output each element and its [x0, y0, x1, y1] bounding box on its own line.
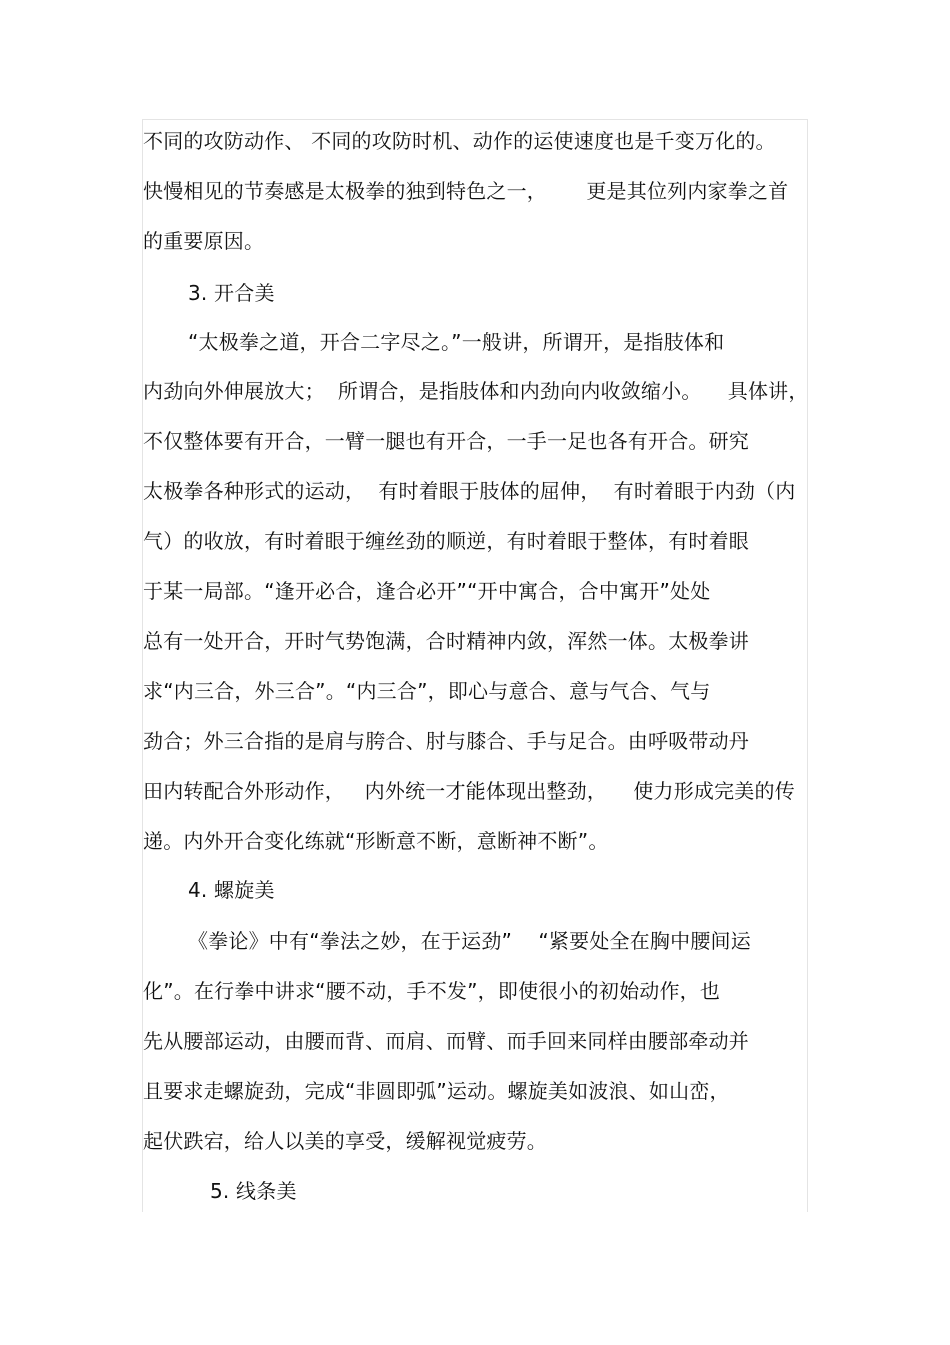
body-text-line: 劲合；外三合指的是肩与胯合、肘与膝合、手与足合。由呼吸带动丹	[143, 729, 749, 753]
section-heading-3: 3. 开合美	[188, 281, 275, 305]
body-text-line: 且要求走螺旋劲，完成“非圆即弧”运动。螺旋美如波浪、如山峦，	[143, 1079, 730, 1103]
section-heading-5: 5. 线条美	[210, 1179, 297, 1203]
body-text-line: 求“内三合，外三合”。“内三合”，即心与意合、意与气合、气与	[143, 679, 711, 703]
body-text-line: 内劲向外伸展放大； 所谓合，是指肢体和内劲向内收敛缩小。 具体讲，	[143, 379, 809, 403]
body-text-line: 的重要原因。	[143, 229, 265, 253]
body-text-line: 总有一处开合，开时气势饱满，合时精神内敛，浑然一体。太极拳讲	[143, 629, 749, 653]
body-text-line: 不仅整体要有开合，一臂一腿也有开合，一手一足也各有开合。研究	[143, 429, 749, 453]
body-text-line: 田内转配合外形动作， 内外统一才能体现出整劲， 使力形成完美的传	[143, 779, 795, 803]
body-text-line: 先从腰部运动，由腰而背、而肩、而臂、而手回来同样由腰部牵动并	[143, 1029, 749, 1053]
section-heading-4: 4. 螺旋美	[188, 878, 275, 902]
body-text-line: 起伏跌宕，给人以美的享受，缓解视觉疲劳。	[143, 1129, 547, 1153]
body-text-line: 快慢相见的节奏感是太极拳的独到特色之一， 更是其位列内家拳之首	[143, 179, 789, 203]
body-text-line: 于某一局部。“逢开必合，逢合必开”“开中寓合，合中寓开”处处	[143, 579, 711, 603]
body-text-line: 气）的收放，有时着眼于缠丝劲的顺逆，有时着眼于整体，有时着眼	[143, 529, 749, 553]
body-text-line: 化”。在行拳中讲求“腰不动，手不发”，即使很小的初始动作，也	[143, 979, 721, 1003]
body-text-line: 《拳论》中有“拳法之妙，在于运劲” “紧要处全在胸中腰间运	[188, 929, 751, 953]
body-text-line: 递。内外开合变化练就“形断意不断，意断神不断”。	[143, 829, 609, 853]
body-text-line: “太极拳之道，开合二字尽之。”一般讲，所谓开，是指肢体和	[188, 330, 725, 354]
body-text-line: 不同的攻防动作、 不同的攻防时机、动作的运使速度也是千变万化的。	[143, 129, 776, 153]
body-text-line: 太极拳各种形式的运动， 有时着眼于肢体的屈伸， 有时着眼于内劲（内	[143, 479, 796, 503]
